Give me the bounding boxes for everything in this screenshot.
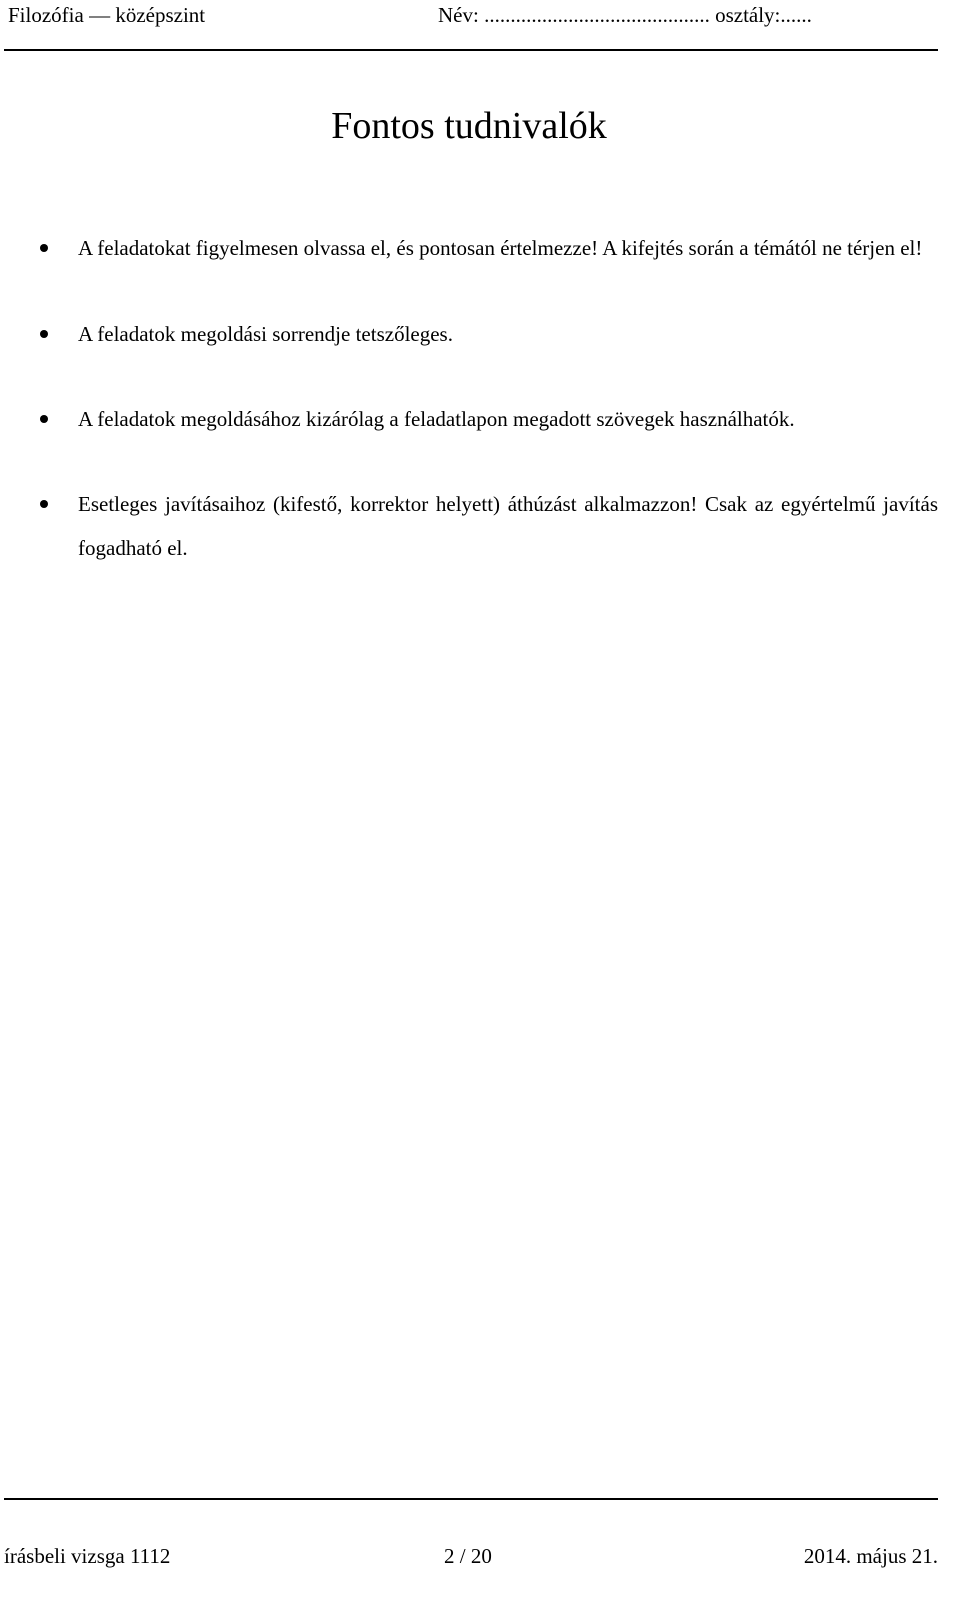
list-item [40,312,938,356]
list-item [40,397,938,441]
exam-code: írásbeli vizsga 1112 [4,1544,171,1568]
list-item-text: A feladatok megoldásához kizárólag a feladatlapon megadott szövegek használhatók. [78,407,795,431]
list-item [40,482,938,570]
footer-divider [4,1498,938,1500]
bullet-icon [40,244,48,252]
list-item-text: A feladatok megoldási sorrendje tetszőleges. [78,322,453,346]
page-title: Fontos tudnivalók [331,105,607,147]
page-header [8,0,938,36]
page-number: 2 / 20 [444,1544,492,1568]
subject-label: Filozófia — középszint [8,3,206,27]
bullet-icon [40,330,48,338]
instructions-list [40,226,938,570]
list-item-text: A feladatokat figyelmesen olvassa el, és pontosan értelmezze! A kifejtés során a témától ne térjen el! [78,236,923,260]
list-item-text: Esetleges javításaihoz (kifestő, korrektor helyett) áthúzást alkalmazzon! Csak az egyértelmű javítás fogadható el. [78,492,938,560]
header-divider [4,49,938,51]
name-class-field: Név: ........................................... osztály:...... [438,3,812,27]
list-item [40,226,938,270]
exam-date: 2014. május 21. [803,1544,938,1568]
bullet-icon [40,500,48,508]
page-footer [4,1541,938,1581]
bullet-icon [40,415,48,423]
